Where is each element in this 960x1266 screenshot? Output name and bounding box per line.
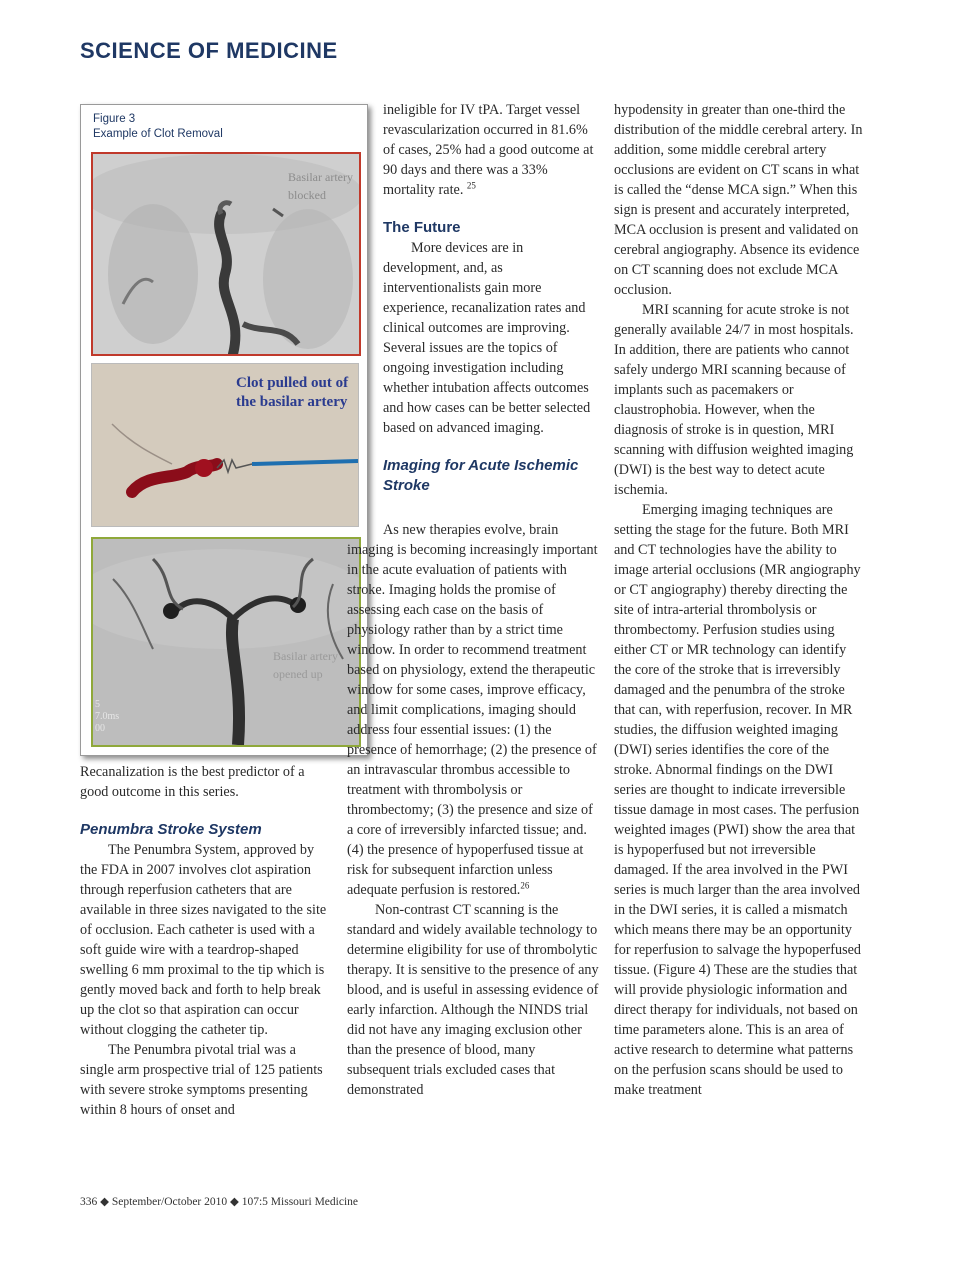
col2-paragraph-1: More devices are in development, and, as interventionalists gain more experience, recanalization rates and clinical outcomes are improving. Several issues are the topics of ongoing investigation including whether intubation affects outcomes and how cases can be better selected based on advanced imaging. — [383, 240, 591, 436]
column-2-lower — [347, 520, 601, 1100]
col1-paragraph-2: The Penumbra pivotal trial was a single arm prospective trial of 125 patients with severe stroke symptoms presenting within 8 hours of onset and — [80, 1042, 323, 1118]
angiogram-after-graphic — [93, 539, 359, 745]
panel3-corner-text: 5 7.0ms 00 — [95, 699, 120, 734]
reference-26: 26 — [520, 880, 530, 891]
heading-imaging-acute-ischemic-stroke: Imaging for Acute Ischemic Stroke — [383, 457, 579, 494]
col3-paragraph-1: hypodensity in greater than one-third the distribution of the middle cerebral artery. In addition, some middle cerebral artery occlusions are evident on CT scans in what is called the “dense MCA sign.” When this sign is present and accurately interpreted, MCA occlusion is present and validated on cerebral angiography. Absence its evidence on CT scanning does not exclude MCA occlusion. — [614, 102, 863, 298]
col3-paragraph-3: Emerging imaging techniques are setting the stage for the future. Both MRI and CT technologies have the ability to image arterial occlusions (MR angiography or CT angiography) thereby directing the site of intra-arterial thrombolysis or thrombectomy. Perfusion studies using either CT or MR technology can identify the core of the stroke that is irreversibly damaged and the penumbra of the stroke that can, with reperfusion, recover. In MR studies, the diffusion weighted imaging (DWI) series identifies the core of the stroke. Abnormal findings on the DWI series are thought to indicate irreversible tissue damage in most cases. The perfusion weighted images (PWI) show the area that is hypoperfused but not irreversible damaged. If the area involved in the PWI series is much larger than the area involved in the DWI series, it is called a mismatch which means there may be an opportunity for reperfusion to salvage the hypoperfused tissue. (Figure 4) These are the studies that will provide physiologic information and direct therapy for individuals, not based on time parameters alone. This is an area of active research to determine what patterns on the perfusion scans should be used to make treatment — [614, 502, 862, 1098]
figure-caption — [93, 112, 223, 142]
col2-paragraph-2-text: As new therapies evolve, brain imaging is becoming increasingly important in the acute evaluation of patients with stroke. Imaging holds the promise of assessing each case on the basis of physiology rather than by a strict time window. In order to recommend treatment based on physiology, extend the therapeutic window for some cases, improve efficacy, and limit complications, imaging should address four essential issues: (1) the presence of hemorrhage; (2) the presence of an intravascular thrombus accessible to treatment with thrombolysis or thrombectomy; (3) the presence and size of a core of irreversibly infarcted tissue; and. (4) the presence of hypoperfused tissue at risk for subsequent infarction unless adequate perfusion is restored. — [347, 522, 598, 898]
col2-continued-paragraph — [383, 100, 601, 200]
heading-the-future: The Future — [383, 219, 461, 236]
retrieved-clot-image — [91, 363, 359, 527]
col2-paragraph-2 — [347, 520, 601, 900]
column-1 — [80, 762, 330, 1120]
col2-paragraph-3: Non-contrast CT scanning is the standard and widely available technology to determine eligibility for use of thrombolytic therapy. It is sensitive to the presence of any blood, and is useful in assessing evidence of early infarction. Although the NINDS trial did not have any imaging exclusion other than the presence of blood, many subsequent trials excluded cases that demonstrated — [347, 902, 599, 1098]
column-3 — [614, 100, 866, 1100]
col2-continued-text: ineligible for IV tPA. Target vessel revascularization occurred in 81.6% of cases, 25% had a good outcome at 90 days and there was a 33% mortality rate. — [383, 102, 594, 198]
reference-25: 25 — [466, 180, 476, 191]
figure-label: Figure 3 — [93, 113, 136, 125]
section-header: SCIENCE OF MEDICINE — [80, 38, 338, 63]
column-2-upper — [383, 100, 601, 496]
panel1-label: Basilar artery blocked — [288, 170, 353, 202]
col1-continued-paragraph: Recanalization is the best predictor of a good outcome in this series. — [80, 764, 305, 800]
col1-paragraph-1: The Penumbra System, approved by the FDA in 2007 involves clot aspiration through reperfusion catheters that are available in three sizes navigated to the site of occlusion. Each catheter is used with a soft guide wire with a teardrop-shaped swelling 6 mm proximal to the tip which is gently moved back and forth to help break up the clot so that aspiration can occur without clogging the catheter tip. — [80, 842, 327, 1038]
page-footer: 336 ◆ September/October 2010 ◆ 107:5 Missouri Medicine — [80, 1196, 358, 1208]
figure-title: Example of Clot Removal — [93, 128, 223, 140]
angiogram-after-image — [91, 537, 361, 747]
panel3-label: Basilar artery opened up — [273, 649, 338, 681]
figure-3 — [80, 104, 368, 756]
col3-paragraph-2: MRI scanning for acute stroke is not generally available 24/7 in most hospitals. In addition, there are patients who cannot safely undergo MRI scanning because of implants such as pacemakers or claustrophobia. However, when the diagnosis of stroke is in question, MRI scanning with diffusion weighted imaging (DWI) is the best way to detect acute ischemia. — [614, 302, 854, 498]
angiogram-before-image — [91, 152, 361, 356]
panel2-label: Clot pulled out of the basilar artery — [236, 375, 349, 410]
heading-penumbra-stroke-system: Penumbra Stroke System — [80, 821, 262, 838]
